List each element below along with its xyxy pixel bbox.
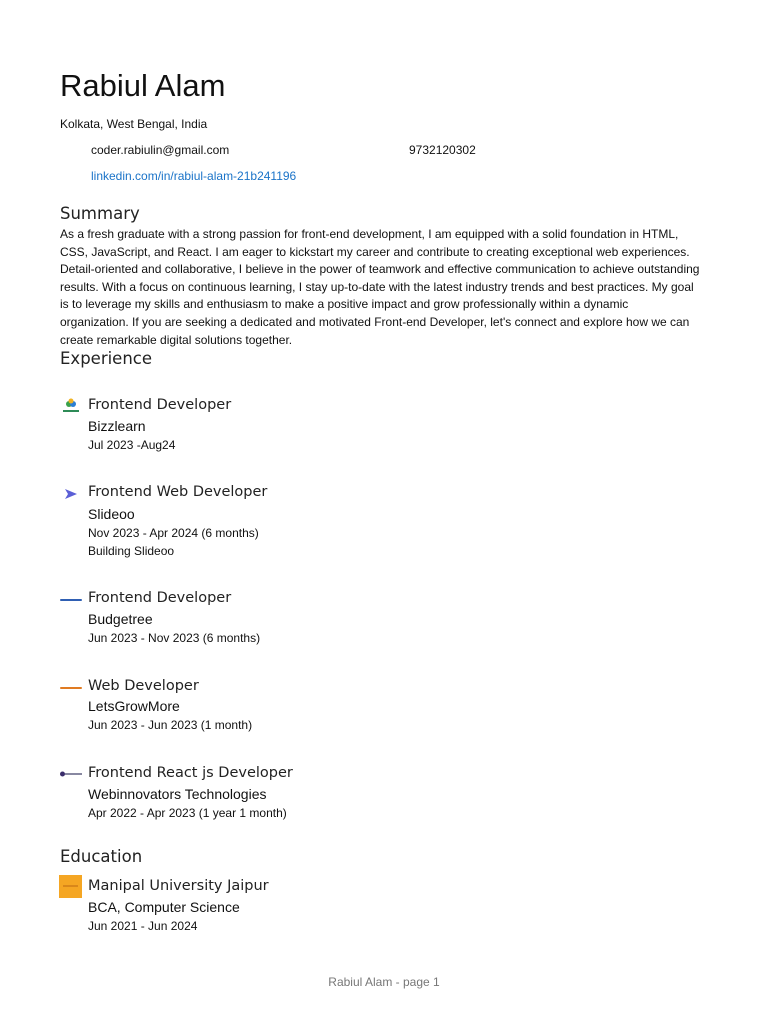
job-dates: Apr 2022 - Apr 2023 (1 year 1 month) xyxy=(88,806,287,820)
job-title: Frontend Developer xyxy=(88,397,232,413)
job-title: Web Developer xyxy=(88,678,199,694)
budgetree-logo-icon xyxy=(59,588,83,612)
job-dates: Nov 2023 - Apr 2024 (6 months) xyxy=(88,526,259,540)
profile-name: Rabiul Alam xyxy=(60,68,226,103)
job-title: Frontend Developer xyxy=(88,590,232,606)
job-dates: Jun 2023 - Nov 2023 (6 months) xyxy=(88,631,261,645)
education-dates: Jun 2021 - Jun 2024 xyxy=(88,919,198,933)
job-title: Frontend React js Developer xyxy=(88,765,293,781)
job-title: Frontend Web Developer xyxy=(88,484,268,500)
linkedin-link[interactable]: linkedin.com/in/rabiul-alam-21b241196 xyxy=(91,169,297,183)
letsgrowmore-logo-icon xyxy=(59,676,83,700)
experience-heading: Experience xyxy=(60,349,153,368)
manipal-logo-icon xyxy=(59,875,82,898)
job-description: Building Slideoo xyxy=(88,544,175,558)
job-company: Budgetree xyxy=(88,611,153,627)
page-footer: Rabiul Alam - page 1 xyxy=(328,975,440,989)
education-heading: Education xyxy=(60,847,143,866)
bizzlearn-logo-icon xyxy=(59,396,83,420)
job-dates: Jun 2023 - Jun 2023 (1 month) xyxy=(88,718,253,732)
education-school: Manipal University Jaipur xyxy=(88,878,269,894)
education-degree: BCA, Computer Science xyxy=(88,899,240,915)
job-company: LetsGrowMore xyxy=(88,698,180,714)
webinnovators-logo-icon xyxy=(59,762,83,786)
job-company: Webinnovators Technologies xyxy=(88,786,267,802)
summary-text: As a fresh graduate with a strong passion for front-end development, I am equipped with a solid foundation in HTML, CSS, JavaScript, and React. I am eager to kickstart my career and contribute to creating exceptional web experiences. Detail-oriented and collaborative, I believe in the power of teamwork and effective communication to achieve outstanding results. With a focus on continuous learning, I stay up-to-date with the latest industry trends and best practices. My goal is to leverage my skills and enthusiasm to make a positive impact and grow professionally within a dynamic organization. If you are seeking a dedicated and motivated Front-end Developer, let's connect and explore how we can create remarkable digital solutions together. xyxy=(60,227,700,347)
job-company: Bizzlearn xyxy=(88,418,146,434)
summary-heading: Summary xyxy=(60,204,140,223)
email-address: coder.rabiulin@gmail.com xyxy=(91,143,230,157)
job-dates: Jul 2023 -Aug24 xyxy=(88,438,176,452)
job-company: Slideoo xyxy=(88,506,135,522)
phone-number: 9732120302 xyxy=(409,143,476,157)
location: Kolkata, West Bengal, India xyxy=(60,117,208,131)
slideoo-logo-icon xyxy=(59,482,83,506)
